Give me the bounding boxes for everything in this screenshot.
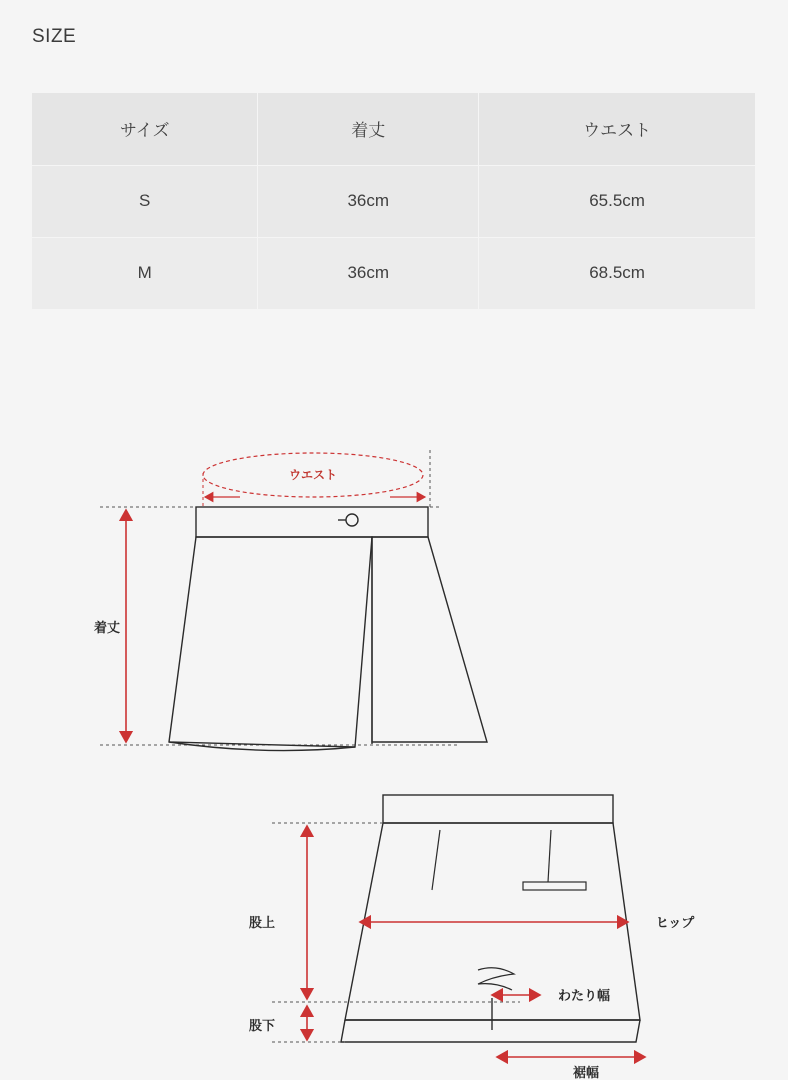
table-cell: 65.5cm xyxy=(479,165,756,237)
back-pocket xyxy=(523,882,586,890)
shorts-waistband xyxy=(383,795,613,823)
skirt-waistband xyxy=(196,507,428,537)
table-header-cell: 着丈 xyxy=(258,93,479,165)
table-cell: M xyxy=(32,237,258,309)
shorts-figure xyxy=(249,795,695,1080)
skirt-wrap-panel xyxy=(372,537,487,742)
size-table xyxy=(32,93,756,310)
hip-label: ヒップ xyxy=(655,915,695,930)
crotch-stitching xyxy=(478,968,514,990)
table-header-cell: ウエスト xyxy=(479,93,756,165)
pocket-line-right xyxy=(548,830,551,882)
table-header-row xyxy=(32,93,756,165)
inseam-label: 股下 xyxy=(248,1018,276,1033)
table-header-cell: サイズ xyxy=(32,93,258,165)
shorts-cuff xyxy=(341,1020,640,1042)
rise-label: 股上 xyxy=(248,915,276,930)
page-title: SIZE xyxy=(32,26,77,47)
table-cell: 68.5cm xyxy=(479,237,756,309)
table-cell: 36cm xyxy=(258,237,479,309)
button-icon xyxy=(346,514,358,526)
pocket-line-left xyxy=(432,830,440,890)
skirt-front-panel xyxy=(169,537,372,747)
thigh-label: わたり幅 xyxy=(557,988,611,1003)
table-cell: 36cm xyxy=(258,165,479,237)
measurement-diagrams xyxy=(0,330,788,1080)
measurement-diagram-svg xyxy=(0,330,788,1080)
length-label: 着丈 xyxy=(93,620,121,635)
table-cell: S xyxy=(32,165,258,237)
waist-label: ウエスト xyxy=(288,468,338,482)
skirt-figure xyxy=(94,450,487,751)
table-row xyxy=(32,165,756,237)
hem-label: 裾幅 xyxy=(572,1065,600,1080)
table-row xyxy=(32,237,756,309)
